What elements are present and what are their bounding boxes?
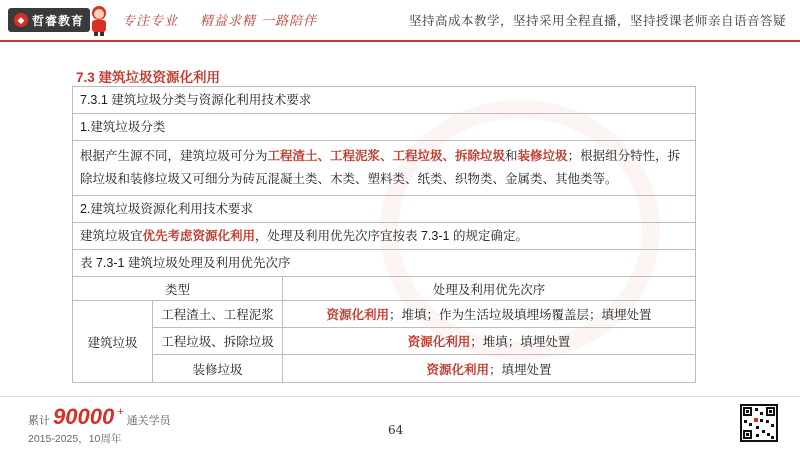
slogan-part-1: 专注专业 [122,14,179,29]
order-text: ；填埋处置 [489,362,552,377]
header-slogan [122,10,317,29]
para-text: 和 [505,149,518,163]
stat-suffix: 通关学员 [126,415,171,427]
para-text: ，处理及利用优先次序宜按表 7.3-1 的规定确定。 [255,229,528,243]
order-text: ；堆填；填埋处置 [470,335,571,349]
section-title: 7.3 建筑垃圾资源化利用 [76,70,221,85]
para-highlight: 工程渣土、工程泥浆、工程垃圾、拆除垃圾 [267,149,506,163]
stat-prefix: 累计 [28,415,50,427]
para-highlight: 装修垃圾 [517,149,568,163]
student-count-stat [28,404,171,430]
classification-paragraph [73,140,695,195]
item-heading-classification: 1.建筑垃圾分类 [73,113,695,140]
table-header-type: 类型 [73,277,283,301]
table-subtype-cell: 装修垃圾 [153,355,283,382]
order-text: ；堆填；作为生活垃圾填埋场覆盖层；填埋处置 [389,308,652,322]
stat-number: 90000 [53,404,115,429]
header-tagline: 坚持高成本教学，坚持采用全程直播，坚持授课老师亲自语音答疑 [408,14,786,28]
page-number: 64 [388,423,404,437]
table-order-cell [283,355,695,382]
brand-name: 哲睿教育 [32,13,85,28]
requirements-paragraph [73,222,695,249]
table-subtype-cell: 工程渣土、工程泥浆 [153,301,283,328]
para-text: ；根据组分特性，拆除垃圾和装修垃圾又可细分为砖瓦混凝土类、木类、塑料类、纸类、织物类、金属类、其他类等。 [80,149,681,186]
anniversary-text: 2015-2025，10周年 [28,433,122,445]
para-text: 建筑垃圾宜 [80,229,143,243]
order-highlight: 资源化利用 [426,362,489,377]
order-highlight: 资源化利用 [407,335,471,349]
para-text: 根据产生源不同，建筑垃圾可分为 [80,149,268,163]
qr-pattern [742,406,776,440]
table-caption: 表 7.3-1 建筑垃圾处理及利用优先次序 [73,249,695,276]
stat-plus: + [117,406,124,418]
brand-logo[interactable] [8,8,90,32]
para-highlight: 优先考虑资源化利用 [142,229,256,243]
slogan-part-2: 精益求精 [200,14,257,29]
table-header-order: 处理及利用优先次序 [283,277,695,301]
mascot-icon [84,4,114,36]
table-order-cell [283,328,695,355]
item-heading-requirements: 2.建筑垃圾资源化利用技术要求 [73,195,695,222]
header [0,0,800,40]
content-table [72,86,696,383]
table-order-cell [283,301,695,328]
table-subtype-cell: 工程垃圾、拆除垃圾 [153,328,283,355]
priority-table [73,276,695,382]
slogan-part-3: 一路陪伴 [261,14,318,29]
subsection-heading: 7.3.1 建筑垃圾分类与资源化利用技术要求 [80,93,312,107]
brand-logo-icon: ◆ [14,13,28,27]
order-highlight: 资源化利用 [326,308,389,322]
qr-code-icon[interactable] [740,404,778,442]
header-divider [0,40,800,42]
footer-divider [0,396,800,397]
table-category-cell: 建筑垃圾 [73,301,153,382]
